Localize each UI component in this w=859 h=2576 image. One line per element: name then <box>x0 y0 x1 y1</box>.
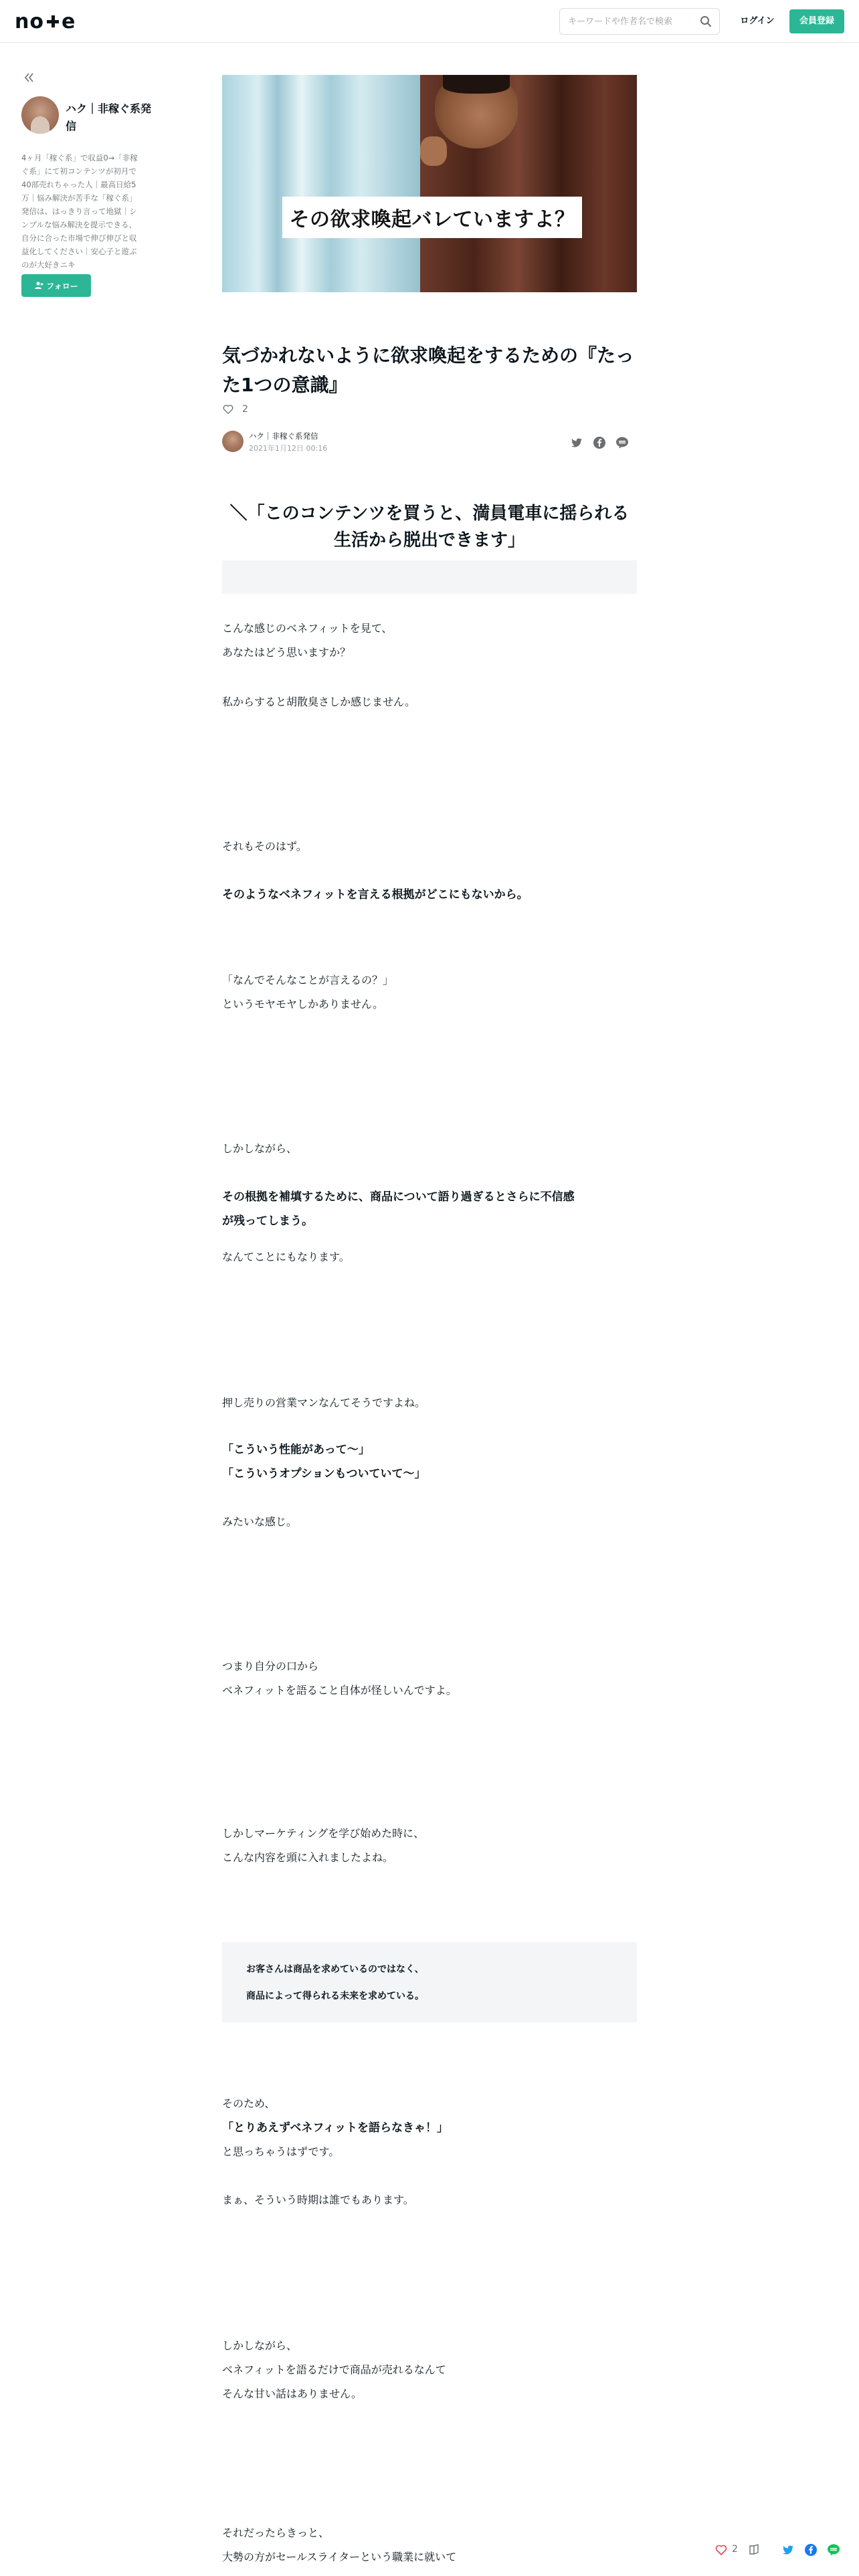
paragraph: 大勢の方がセールスライターという職業に就いて <box>222 2551 457 2563</box>
search-input[interactable] <box>560 9 694 34</box>
quote-box <box>222 1942 637 2022</box>
paragraph: そんな甘い話はありません。 <box>222 2387 362 2400</box>
paragraph: しかしながら、 <box>222 1142 298 1155</box>
heart-icon[interactable] <box>222 403 234 415</box>
author-avatar[interactable] <box>21 96 59 134</box>
bold-paragraph: そのようなベネフィットを言える根拠がどこにもないから。 <box>222 888 529 901</box>
follow-label: フォロー <box>46 281 78 291</box>
bold-paragraph: 「こういうオプションもついていて〜」 <box>222 1467 426 1481</box>
add-user-icon <box>34 281 43 290</box>
twitter-share-icon[interactable] <box>781 2543 795 2557</box>
paragraph: 「なんでそんなことが言えるの？」 <box>222 974 394 986</box>
paragraph: 私からすると胡散臭さしか感じません。 <box>222 695 415 708</box>
logo-plus-glyph <box>45 14 60 29</box>
paragraph: あなたはどう思いますか？ <box>222 646 351 659</box>
floating-action-bar <box>702 2535 859 2565</box>
paragraph: しかしながら、 <box>222 2339 298 2352</box>
paragraph: それだったらきっと、 <box>222 2527 330 2539</box>
note-logo[interactable] <box>15 9 76 33</box>
hero-curtain-left <box>222 75 420 292</box>
article-title: 気づかれないように欲求喚起をするための『たった1つの意識』 <box>222 344 635 396</box>
paragraph: 押し売りの営業マンなんてそうですよね。 <box>222 1396 426 1409</box>
hero-caption: その欲求喚起バレていますよ？ <box>282 197 582 238</box>
meta-author-avatar[interactable] <box>222 431 244 452</box>
paragraph: まぁ、そういう時期は誰でもあります。 <box>222 2193 414 2206</box>
paragraph: しかしマーケティングを学び始めた時に、 <box>222 1827 425 1840</box>
author-name[interactable]: ハク｜非稼ぐ系発信 <box>66 102 152 132</box>
line-share-icon[interactable] <box>827 2543 840 2557</box>
paragraph: こんな感じのベネフィットを見て、 <box>222 622 393 635</box>
bold-paragraph: その根拠を補填するために、商品について語り過ぎるとさらに不信感 <box>222 1190 575 1204</box>
site-header <box>0 0 859 43</box>
author-bio: 4ヶ月「稼ぐ系」で収益0→「非稼ぐ系」にて初コンテンツが初月で40部売れちゃった人｜最高日給5万｜悩み解決が苦手な「稼ぐ系」発信は、はっきり言って地獄｜シンプルな悩み解決を提示できる、自分に合った市場で伸び伸びと収益化してください｜安心子と遊ぶのが大好きニキ <box>21 153 138 270</box>
paragraph: なんてことにもなります。 <box>222 1251 350 1263</box>
signup-button[interactable]: 会員登録 <box>789 9 844 33</box>
paragraph: そのため、 <box>222 2097 276 2110</box>
bold-paragraph: 「とりあえずベネフィットを語らなきゃ！」 <box>222 2121 448 2135</box>
hero-hair <box>443 75 510 94</box>
publish-date: 2021年1月12日 00:16 <box>249 444 328 453</box>
floating-like-count[interactable]: 2 <box>732 2544 738 2555</box>
quote-line: お客さんは商品を求めているのではなく、 <box>246 1964 424 1975</box>
paragraph: ベネフィットを語るだけで商品が売れるなんて <box>222 2363 446 2376</box>
logo-text-end: e <box>61 9 76 33</box>
hero-image <box>222 75 637 292</box>
facebook-share-icon[interactable] <box>593 436 606 449</box>
section-heading: ＼「このコンテンツを買うと、満員電車に揺られる生活から脱出できます」 <box>229 504 630 550</box>
like-row <box>222 401 248 417</box>
paragraph: ベネフィットを語ること自体が怪しいんですよ。 <box>222 1684 457 1697</box>
embed-placeholder <box>222 560 637 594</box>
paragraph: みたいな感じ。 <box>222 1515 298 1528</box>
twitter-share-icon[interactable] <box>570 436 583 449</box>
bold-paragraph: 「こういう性能があって〜」 <box>222 1443 370 1457</box>
paragraph: というモヤモヤしかありません。 <box>222 998 383 1010</box>
paragraph: つまり自分の口から <box>222 1660 319 1673</box>
quote-line: 商品によって得られる未来を求めている。 <box>246 1991 424 2002</box>
meta-author-name[interactable]: ハク｜非稼ぐ系発信 <box>249 431 318 441</box>
search-box <box>559 8 720 35</box>
logo-text-start: no <box>15 9 44 33</box>
like-count[interactable]: 2 <box>242 404 248 415</box>
facebook-share-icon[interactable] <box>804 2543 818 2557</box>
follow-button[interactable] <box>21 274 91 297</box>
double-chevron-left-icon[interactable] <box>23 71 36 84</box>
paragraph: こんな内容を頭に入れましたよね。 <box>222 1851 394 1864</box>
bold-paragraph: が残ってしまう。 <box>222 1214 313 1228</box>
paragraph: と思っちゃうはずです。 <box>222 2145 340 2158</box>
line-share-icon[interactable] <box>615 436 629 449</box>
login-button[interactable]: ログイン <box>740 16 775 26</box>
paragraph: それもそのはず。 <box>222 840 307 853</box>
search-icon[interactable] <box>699 15 712 28</box>
magazine-add-icon[interactable] <box>748 2543 761 2557</box>
heart-icon[interactable] <box>714 2543 728 2557</box>
hero-hand <box>420 136 447 166</box>
